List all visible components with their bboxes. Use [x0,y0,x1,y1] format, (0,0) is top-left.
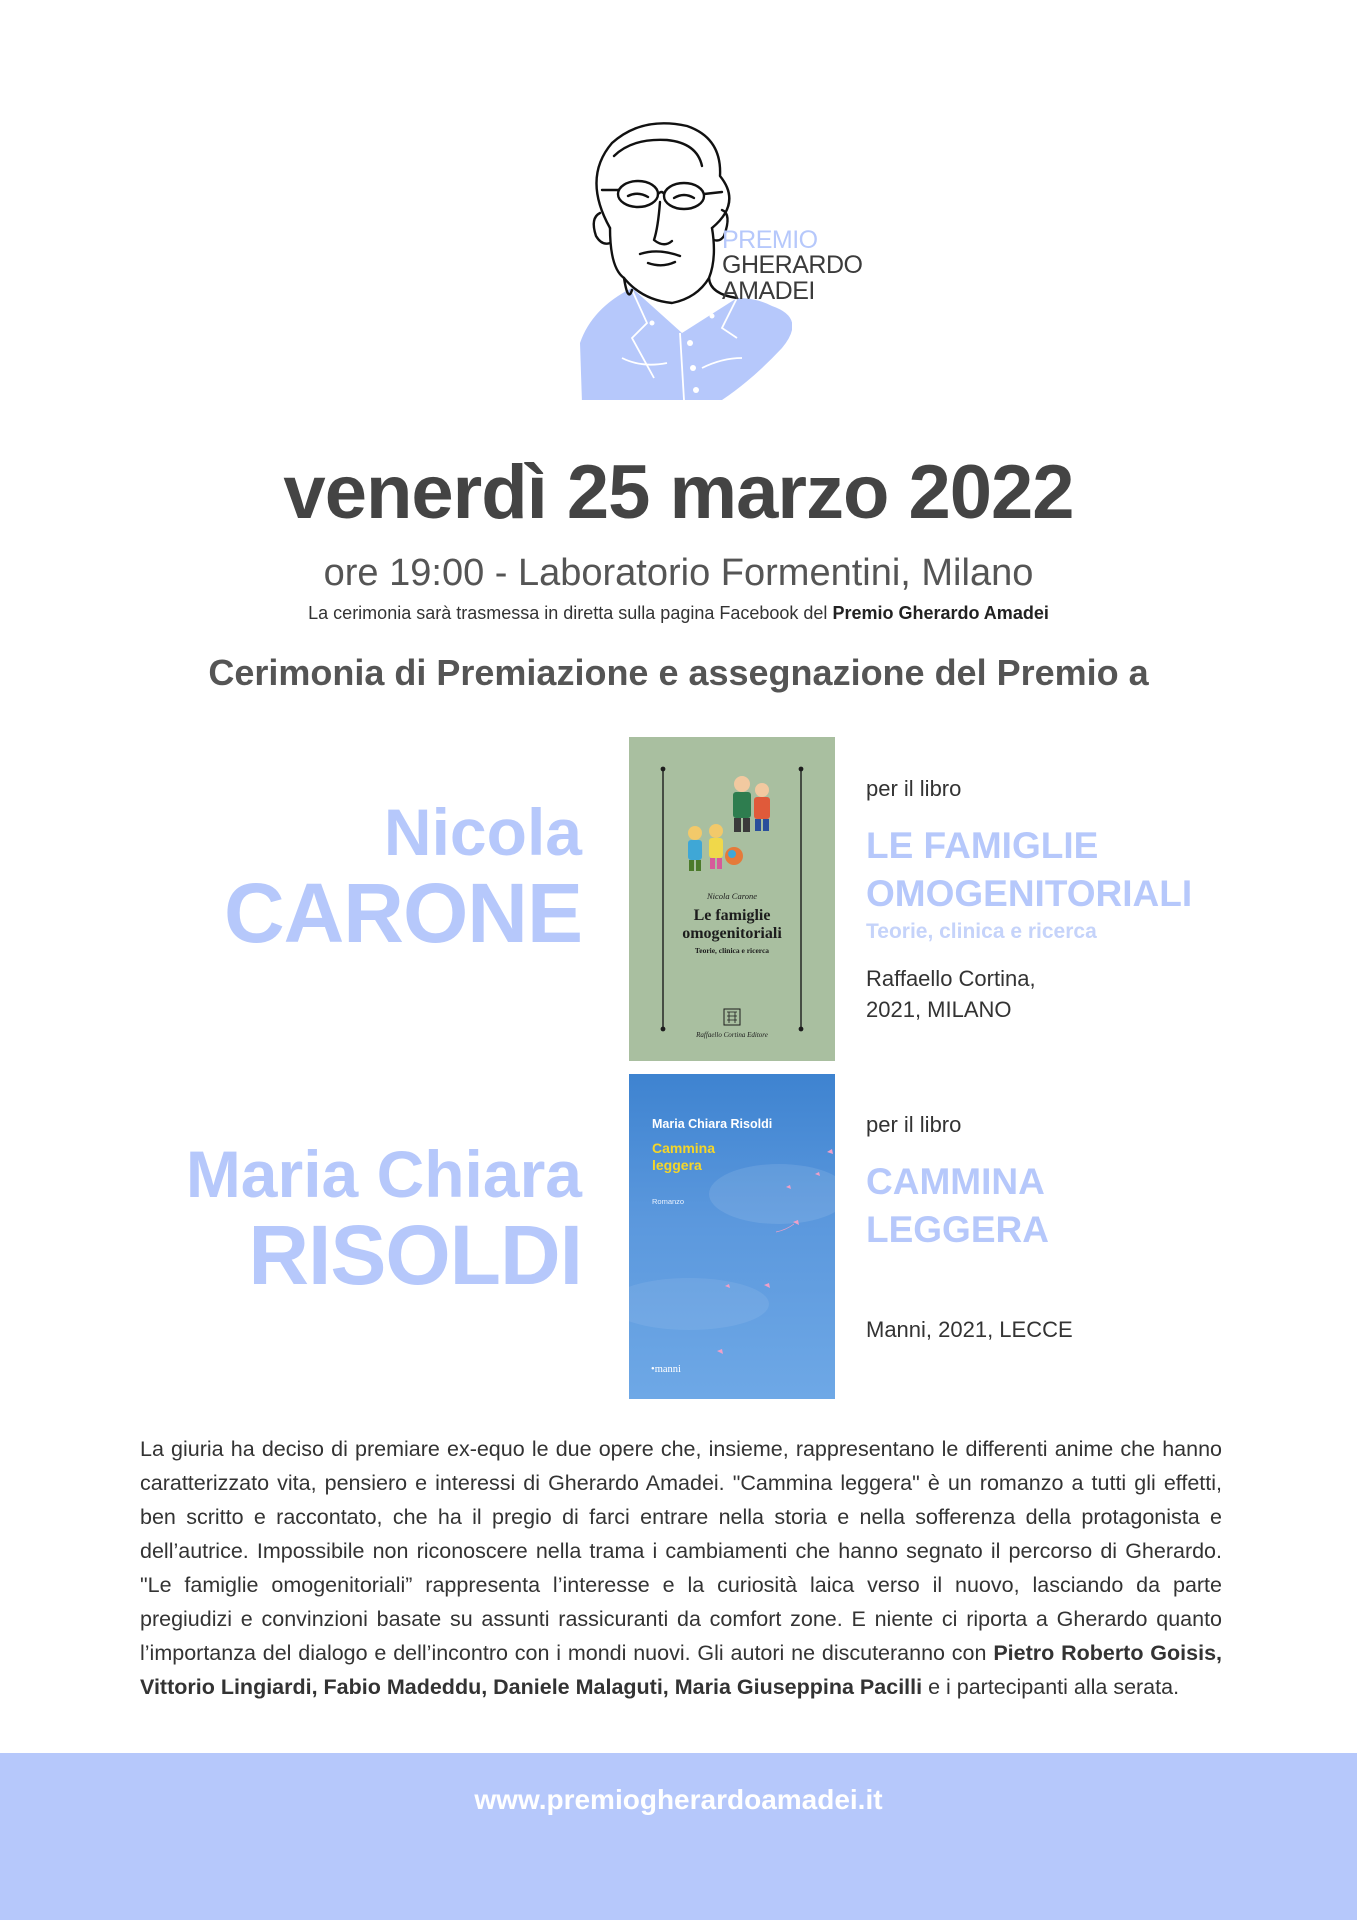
book-cover-1-art [629,737,835,1061]
book-cover-2 [629,1074,835,1399]
book-cover-2-author: Maria Chiara Risoldi [652,1117,773,1131]
book-cover-2-publisher-name: manni [654,1364,681,1375]
book-2-title-line1: CAMMINA [866,1161,1045,1202]
winner-2-name [186,1138,582,1300]
book-cover-2-title-2: leggera [652,1157,702,1173]
book-1-for-label: per il libro [866,776,962,801]
jury-description [140,1432,1222,1704]
book-info-2 [866,1111,1286,1345]
book-cover-1-author: Nicola Carone [707,891,757,901]
logo-amadei: AMADEI [722,277,815,305]
ceremony-title: Cerimonia di Premiazione e assegnazione del Premio a [208,652,1149,693]
book-1-publisher-line2: 2021, MILANO [866,997,1012,1022]
jury-description-end: e i partecipanti alla serata. [922,1675,1180,1699]
logo-premio: PREMIO [722,226,818,254]
book-cover-1 [629,737,835,1061]
book-1-publisher-line1: Raffaello Cortina, [866,966,1036,991]
winner-1-last-name: CARONE [223,866,582,960]
book-1-title-line1: LE FAMIGLIE [866,825,1099,866]
book-1-title-line2: OMOGENITORIALI [866,873,1193,914]
event-time-place: ore 19:00 - Laboratorio Formentini, Milano [323,552,1034,594]
book-cover-1-subtitle: Teorie, clinica e ricerca [694,946,770,955]
book-cover-2-genre: Romanzo [652,1197,685,1206]
winner-2-first-name: Maria Chiara [185,1137,582,1211]
footer-band [0,1753,1357,1920]
book-cover-1-title-2: omogenitoriali [682,925,782,942]
logo-gherardo: GHERARDO [722,251,863,279]
event-date: venerdì 25 marzo 2022 [283,450,1074,535]
stream-note-text: La cerimonia sarà trasmessa in diretta sulla pagina Facebook del [308,603,833,623]
jury-description-text: La giuria ha deciso di premiare ex-equo le due opere che, insieme, rappresentano le differenti anime che hanno caratterizzato vita, pensiero e interessi di Gherardo Amadei. "Cammina leggera" è un romanzo a tutti gli effetti, ben scritto e raccontato, che ha il pregio di farci entrare nella storia e nella sofferenza della protagonista e dell’autrice. Impossibile non riconoscere nella trama i cambiamenti che hanno segnato il percorso di Gherardo. "Le famiglie omogenitoriali” rappresenta l’interesse e la curiosità laica verso il nuovo, lasciando da parte pregiudizi e convinzioni basate su assunti rassicuranti da comfort zone. E niente ci riporta a Gherardo quanto l’importanza del dialogo e dell’incontro con i mondi nuovi. Gli autori ne discuteranno con [140,1437,1222,1665]
publisher-logo-icon [724,1009,740,1025]
book-1-subtitle: Teorie, clinica e ricerca [866,920,1097,943]
book-cover-2-art [629,1074,835,1399]
winner-1-first-name: Nicola [383,795,582,869]
stream-note [0,601,1357,625]
book-info-1 [866,775,1286,1025]
book-cover-2-title-1: Cammina [652,1140,716,1156]
book-2-for-label: per il libro [866,1112,962,1137]
book-cover-2-publisher: •manni [651,1364,681,1375]
book-cover-1-publisher: Raffaello Cortina Editore [696,1031,768,1039]
winner-1-name [224,796,582,958]
book-cover-1-title-1: Le famiglie [693,907,771,924]
book-2-title-line2: LEGGERA [866,1209,1049,1250]
website-link[interactable]: www.premiogherardoamadei.it [474,1784,883,1815]
book-2-publisher: Manni, 2021, LECCE [866,1317,1073,1342]
stream-note-page: Premio Gherardo Amadei [832,603,1049,623]
discussants-names: Pietro Roberto Goisis, Vittorio Lingiardi, Fabio Madeddu, Daniele Malaguti, Maria Giuseppina Pacilli [140,1641,1222,1699]
toy-figures-icon [688,776,770,871]
winner-2-last-name: RISOLDI [248,1208,582,1302]
